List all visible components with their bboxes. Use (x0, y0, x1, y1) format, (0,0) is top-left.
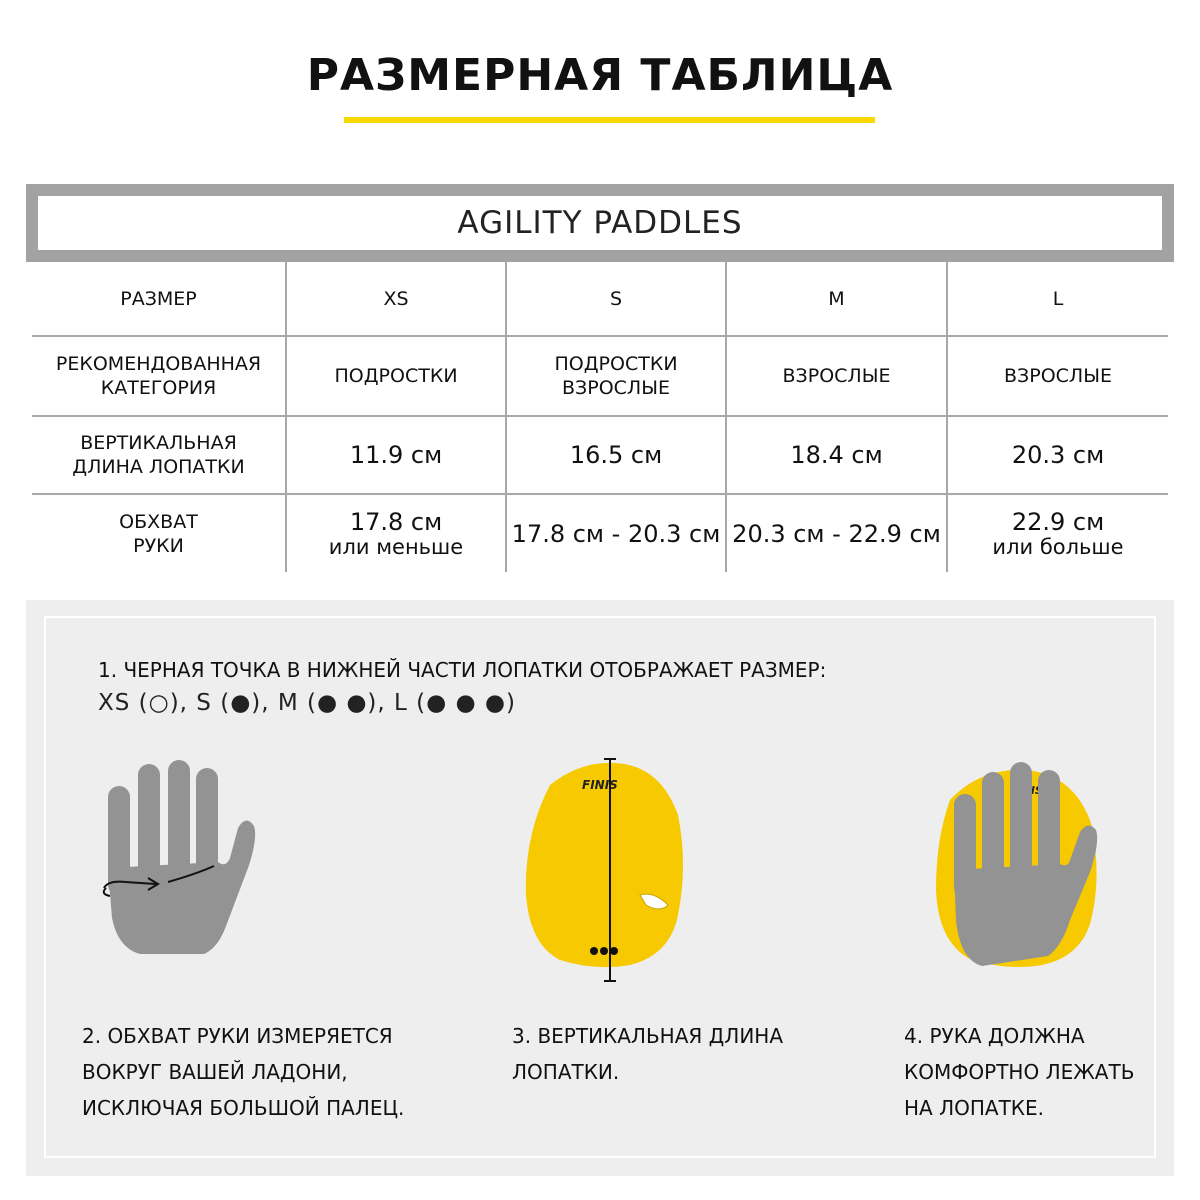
table-row-size (32, 262, 1168, 336)
paddle-icon (520, 755, 700, 985)
hand-measure-icon (96, 758, 266, 968)
note-paddle-length: 3. ВЕРТИКАЛЬНАЯ ДЛИНА ЛОПАТКИ. (512, 1024, 783, 1084)
note-hand-girth: 2. ОБХВАТ РУКИ ИЗМЕРЯЕТСЯ ВОКРУГ ВАШЕЙ ЛАДОНИ, ИСКЛЮЧАЯ БОЛЬШОЙ ПАЛЕЦ. (82, 1024, 405, 1120)
length-s: 16.5 см (506, 416, 726, 494)
paddle-logo: FINIS (582, 778, 618, 792)
girth-m (726, 494, 947, 572)
size-table (32, 262, 1168, 572)
size-s: S (506, 262, 726, 336)
title-underline (344, 117, 875, 123)
girth-value: 20.3 см - 22.9 см (732, 519, 941, 548)
page-title: РАЗМЕРНАЯ ТАБЛИЦА (306, 50, 894, 101)
row-label: РЕКОМЕНДОВАННАЯ КАТЕГОРИЯ (32, 336, 286, 416)
girth-value: 17.8 см - 20.3 см (511, 519, 721, 548)
girth-l (947, 494, 1168, 572)
note-dot-size: 1. ЧЕРНАЯ ТОЧКА В НИЖНЕЙ ЧАСТИ ЛОПАТКИ ОТОБРАЖАЕТ РАЗМЕР: (98, 658, 827, 682)
row-label: ВЕРТИКАЛЬНАЯ ДЛИНА ЛОПАТКИ (32, 416, 286, 494)
dot-legend: XS (○), S (●), M (● ●), L (● ● ●) (98, 690, 516, 716)
size-xs: XS (286, 262, 506, 336)
product-header: AGILITY PADDLES (38, 196, 1162, 250)
girth-s (506, 494, 726, 572)
girth-note: или больше (992, 534, 1124, 559)
length-xs: 11.9 см (286, 416, 506, 494)
length-m: 18.4 см (726, 416, 947, 494)
girth-xs (286, 494, 506, 572)
table-row-girth (32, 494, 1168, 572)
size-m: M (726, 262, 947, 336)
category-m: ВЗРОСЛЫЕ (726, 336, 947, 416)
length-l: 20.3 см (947, 416, 1168, 494)
category-l: ВЗРОСЛЫЕ (947, 336, 1168, 416)
note-hand-fit: 4. РУКА ДОЛЖНА КОМФОРТНО ЛЕЖАТЬ НА ЛОПАТКЕ. (904, 1024, 1135, 1120)
size-l: L (947, 262, 1168, 336)
girth-note: или меньше (328, 534, 464, 559)
girth-value: 17.8 см (349, 507, 443, 536)
table-row-length (32, 416, 1168, 494)
category-xs: ПОДРОСТКИ (286, 336, 506, 416)
row-label: РАЗМЕР (32, 262, 286, 336)
category-s: ПОДРОСТКИ ВЗРОСЛЫЕ (506, 336, 726, 416)
table-row-category (32, 336, 1168, 416)
row-label: ОБХВАТ РУКИ (119, 510, 198, 557)
hand-on-paddle-icon (930, 760, 1110, 970)
girth-value: 22.9 см (1011, 507, 1105, 536)
